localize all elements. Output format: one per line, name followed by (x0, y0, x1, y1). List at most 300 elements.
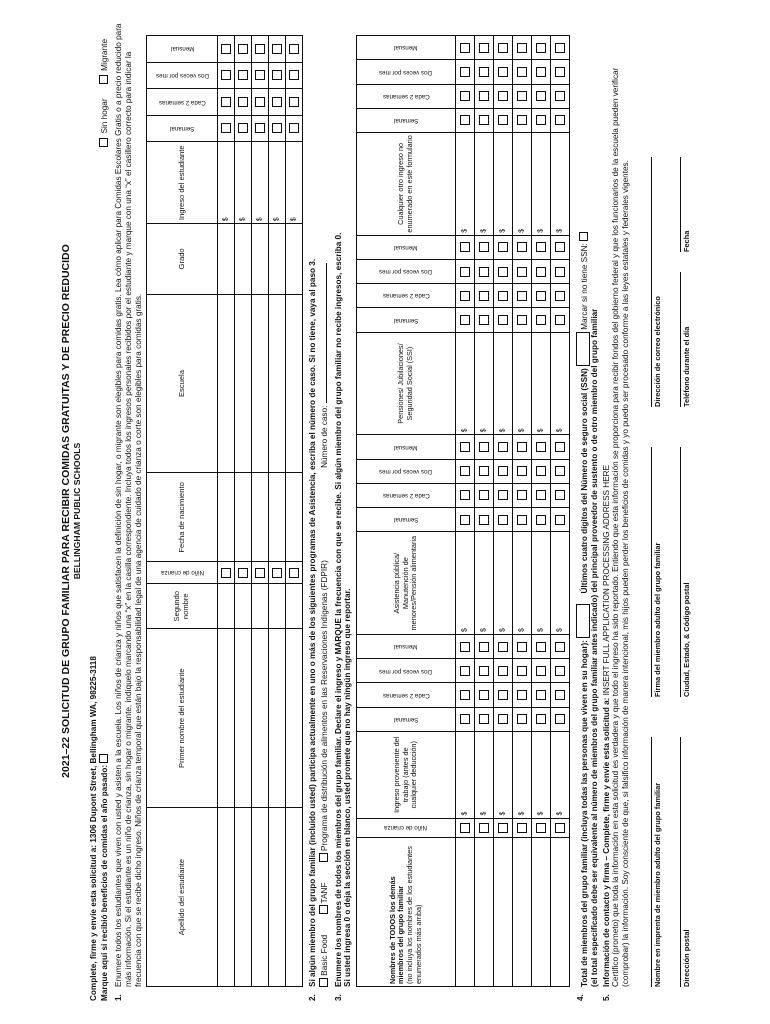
earned-weekly-checkbox[interactable] (498, 714, 508, 724)
earned-monthly-checkbox[interactable] (498, 642, 508, 652)
student-grade-cell[interactable] (218, 224, 235, 294)
earned-twice-month-checkbox[interactable] (555, 666, 565, 676)
earned-biweekly-checkbox[interactable] (517, 690, 527, 700)
earned-biweekly-checkbox[interactable] (498, 690, 508, 700)
earned-weekly-checkbox[interactable] (460, 714, 470, 724)
student-income-cell[interactable] (218, 142, 235, 224)
student-monthly-cell[interactable] (235, 36, 252, 63)
student-last-name-cell[interactable] (252, 808, 269, 987)
student-last-name-cell[interactable] (269, 808, 286, 987)
student-school-cell[interactable] (235, 294, 252, 473)
member-foster-checkbox[interactable] (555, 823, 565, 833)
pensions-weekly-checkbox[interactable] (479, 315, 489, 325)
earned-biweekly-checkbox[interactable] (555, 690, 565, 700)
earned-biweekly-checkbox[interactable] (479, 690, 489, 700)
col-household-names: Nombres de TODOS los demás miembros del grupo familiar (no incluya los nombres de los estudiantes enumerados más arriba) (356, 838, 455, 987)
public-twice-month-checkbox[interactable] (555, 466, 565, 476)
case-number-field[interactable] (326, 263, 327, 403)
daytime-phone-field[interactable]: Teléfono durante el día (680, 272, 692, 407)
student-monthly-cell[interactable] (286, 36, 303, 63)
student-middle-name-cell[interactable] (269, 584, 286, 629)
pensions-weekly-checkbox[interactable] (555, 315, 565, 325)
member-foster-checkbox[interactable] (460, 823, 470, 833)
dollar-sign: $ (499, 811, 507, 816)
col-school: Escuela (147, 294, 218, 473)
student-twice-month-cell[interactable] (252, 62, 269, 89)
household-member-row (455, 36, 474, 987)
public-weekly-checkbox[interactable] (536, 515, 546, 525)
earned-weekly-checkbox[interactable] (479, 714, 489, 724)
student-twice-month-checkbox[interactable] (221, 70, 231, 80)
other-weekly-checkbox[interactable] (460, 115, 470, 125)
student-weekly-checkbox[interactable] (289, 124, 299, 134)
student-income-cell[interactable] (286, 142, 303, 224)
student-monthly-cell[interactable] (252, 36, 269, 63)
student-first-name-cell[interactable] (286, 629, 303, 808)
section-2 (308, 21, 318, 1001)
student-foster-cell[interactable] (286, 562, 303, 584)
student-income-cell[interactable] (252, 142, 269, 224)
certification-text: Certifico (prometo) que toda la información en esta solicitud es verdadera y que todo el ingreso ha sido reportado. Entiendo que esta información se proporciona para recibir fondos del gobierno federal y que los funcionarios de la escuela pueden verificar (comprobar) la información. Soy consciente de que, si falsifico información de manera intencional, mis hijos pueden perder los beneficios de comidas y yo puedo ser procesado conforme a las leyes estatales y federales vigentes. (611, 67, 630, 987)
mailing-address-line: Complete, firme y envíe esta solicitud a: 1306 Dupont Street, Bellingham WA, 98225-3118 (88, 656, 98, 1001)
student-biweekly-checkbox[interactable] (238, 97, 248, 107)
public-amount-cell[interactable] (455, 532, 474, 635)
dollar-sign: $ (461, 811, 469, 816)
ssn-field[interactable] (576, 332, 590, 366)
dollar-sign: $ (518, 228, 526, 233)
pensions-twice-month-checkbox[interactable] (517, 267, 527, 277)
homeless-label: Sin hogar (100, 98, 110, 134)
migrant-checkbox[interactable] (99, 75, 108, 84)
other-twice-month-checkbox[interactable] (536, 67, 546, 77)
other-amount-cell[interactable] (531, 133, 550, 236)
student-monthly-checkbox[interactable] (289, 44, 299, 54)
earned-monthly-checkbox[interactable] (536, 642, 546, 652)
other-biweekly-checkbox[interactable] (536, 91, 546, 101)
dollar-sign: $ (518, 811, 526, 816)
section-5-title: Información de contacto y firma – Complete, firme y envíe esta solicitud a: (601, 697, 611, 987)
other-biweekly-checkbox[interactable] (498, 91, 508, 101)
student-last-name-cell[interactable] (218, 808, 235, 987)
student-biweekly-checkbox[interactable] (289, 97, 299, 107)
student-monthly-checkbox[interactable] (221, 44, 231, 54)
pensions-biweekly-checkbox[interactable] (498, 291, 508, 301)
other-twice-month-checkbox[interactable] (460, 67, 470, 77)
pensions-amount-cell[interactable] (474, 332, 493, 435)
member-name-cell[interactable] (474, 838, 493, 987)
public-biweekly-checkbox[interactable] (498, 490, 508, 500)
earned-monthly-checkbox[interactable] (460, 642, 470, 652)
dollar-sign: $ (222, 217, 230, 222)
member-name-cell[interactable] (531, 838, 550, 987)
student-income-cell[interactable] (269, 142, 286, 224)
student-school-cell[interactable] (252, 294, 269, 473)
public-twice-month-checkbox[interactable] (517, 466, 527, 476)
pensions-biweekly-checkbox[interactable] (536, 291, 546, 301)
student-twice-month-cell[interactable] (218, 62, 235, 89)
student-school-cell[interactable] (286, 294, 303, 473)
other-twice-month-checkbox[interactable] (479, 67, 489, 77)
student-weekly-checkbox[interactable] (255, 124, 265, 134)
earned-amount-cell[interactable] (493, 731, 512, 818)
col-biweekly: Cada 2 semanas (147, 89, 218, 116)
other-monthly-checkbox[interactable] (498, 43, 508, 53)
other-twice-month-checkbox[interactable] (498, 67, 508, 77)
public-amount-cell[interactable] (474, 532, 493, 635)
earned-twice-month-checkbox[interactable] (498, 666, 508, 676)
student-foster-checkbox[interactable] (221, 568, 231, 578)
public-weekly-checkbox[interactable] (460, 515, 470, 525)
pensions-weekly-checkbox[interactable] (498, 315, 508, 325)
student-biweekly-cell[interactable] (269, 89, 286, 116)
processing-address: INSERT FULL APPLICATION PROCESSING ADDRESS HERE (601, 464, 611, 696)
household-member-row (550, 36, 569, 987)
col-monthly: Mensual (147, 36, 218, 63)
dollar-sign: $ (518, 428, 526, 433)
fdpir-checkbox[interactable] (319, 853, 328, 862)
basic-food-checkbox[interactable] (319, 978, 328, 987)
other-weekly-checkbox[interactable] (536, 115, 546, 125)
student-foster-cell[interactable] (269, 562, 286, 584)
student-twice-month-cell[interactable] (286, 62, 303, 89)
earned-twice-month-checkbox[interactable] (517, 666, 527, 676)
public-monthly-checkbox[interactable] (460, 442, 470, 452)
pensions-amount-cell[interactable] (512, 332, 531, 435)
pensions-amount-cell[interactable] (455, 332, 474, 435)
student-weekly-cell[interactable] (235, 115, 252, 142)
col-student-income: Ingreso del estudiante (147, 142, 218, 224)
student-grade-cell[interactable] (252, 224, 269, 294)
dollar-sign: $ (556, 811, 564, 816)
student-weekly-cell[interactable] (218, 115, 235, 142)
household-income-table: Nombres de TODOS los demás miembros del grupo familiar (no incluya los nombres de los estudiantes enumerados más arriba) Niño de crianza Ingreso proveniente del trabajo (antes de cualquier deducción) Semanal Cada 2 semanas Dos veces por mes Mensual Asistencia pública/ Manutención de menores/Pensión alimentaria Semanal Cada 2 semanas Dos veces por mes Mensual Pensiones/ Jubilaciones/ Seguridad Social (SSI) Semanal Cada 2 semanas Dos veces por mes Mensual Cualquier otro ingreso no enumerado en este formulario Semanal Cada 2 semanas Dos veces por mes Mensual $ $ $ $ $ $ $ $ $ $ $ $ $ $ $ $ $ $ $ $ $ $ $ $ (356, 35, 570, 987)
dollar-sign: $ (499, 628, 507, 633)
dollar-sign: $ (273, 217, 281, 222)
student-first-name-cell[interactable] (218, 629, 235, 808)
dollar-sign: $ (537, 228, 545, 233)
pensions-twice-month-checkbox[interactable] (460, 267, 470, 277)
dollar-sign: $ (499, 228, 507, 233)
pensions-monthly-checkbox[interactable] (536, 242, 546, 252)
earned-monthly-checkbox[interactable] (479, 642, 489, 652)
other-weekly-checkbox[interactable] (555, 115, 565, 125)
earned-amount-cell[interactable] (512, 731, 531, 818)
household-member-row (531, 36, 550, 987)
postal-address-field[interactable]: Dirección postal (680, 737, 692, 987)
public-twice-month-checkbox[interactable] (460, 466, 470, 476)
pensions-amount-cell[interactable] (550, 332, 569, 435)
case-number-label: Número de caso: (319, 405, 329, 468)
other-monthly-checkbox[interactable] (536, 43, 546, 53)
student-twice-month-cell[interactable] (269, 62, 286, 89)
student-weekly-checkbox[interactable] (238, 124, 248, 134)
other-weekly-checkbox[interactable] (479, 115, 489, 125)
other-amount-cell[interactable] (512, 133, 531, 236)
student-foster-checkbox[interactable] (289, 568, 299, 578)
fdpir-label: Programa de distribución de alimentos en las Reservaciones Indígenas (FDPIR) (319, 560, 329, 851)
public-weekly-checkbox[interactable] (555, 515, 565, 525)
application-form (58, 21, 758, 1001)
student-foster-cell[interactable] (235, 562, 252, 584)
print-name-field[interactable]: Nombre en imprenta de miembro adulto del grupo familiar (651, 737, 663, 987)
pensions-monthly-checkbox[interactable] (460, 242, 470, 252)
col-dob: Fecha de nacimiento (147, 473, 218, 562)
student-monthly-checkbox[interactable] (255, 44, 265, 54)
student-weekly-cell[interactable] (286, 115, 303, 142)
section-3 (334, 21, 353, 1001)
pensions-weekly-checkbox[interactable] (517, 315, 527, 325)
member-foster-checkbox[interactable] (517, 823, 527, 833)
student-foster-cell[interactable] (252, 562, 269, 584)
public-biweekly-checkbox[interactable] (517, 490, 527, 500)
public-biweekly-checkbox[interactable] (536, 490, 546, 500)
student-grade-cell[interactable] (235, 224, 252, 294)
pensions-biweekly-checkbox[interactable] (460, 291, 470, 301)
earned-twice-month-checkbox[interactable] (536, 666, 546, 676)
student-weekly-cell[interactable] (269, 115, 286, 142)
other-monthly-checkbox[interactable] (517, 43, 527, 53)
section-3-promise: Si usted ingresa 0 o deja la sección en blanco, usted promete que no hay ningún ingreso que reportar. (343, 588, 353, 987)
household-total-field[interactable] (576, 604, 590, 638)
dollar-sign: $ (480, 228, 488, 233)
public-weekly-checkbox[interactable] (479, 515, 489, 525)
student-foster-checkbox[interactable] (272, 568, 282, 578)
earned-biweekly-checkbox[interactable] (536, 690, 546, 700)
other-monthly-checkbox[interactable] (460, 43, 470, 53)
date-field[interactable]: Fecha (680, 157, 692, 252)
student-first-name-cell[interactable] (235, 629, 252, 808)
pensions-monthly-checkbox[interactable] (517, 242, 527, 252)
section-2-number: 2. (308, 994, 318, 1001)
student-twice-month-cell[interactable] (235, 62, 252, 89)
student-twice-month-checkbox[interactable] (289, 70, 299, 80)
col-middle-name: Segundo nombre (147, 584, 218, 629)
public-weekly-checkbox[interactable] (517, 515, 527, 525)
section-1 (114, 21, 143, 1001)
public-twice-month-checkbox[interactable] (536, 466, 546, 476)
student-monthly-checkbox[interactable] (272, 44, 282, 54)
student-row (286, 36, 303, 987)
public-amount-cell[interactable] (550, 532, 569, 635)
district-name: BELLINGHAM PUBLIC SCHOOLS (72, 442, 83, 580)
pensions-twice-month-checkbox[interactable] (555, 267, 565, 277)
student-dob-cell[interactable] (286, 473, 303, 562)
member-foster-checkbox[interactable] (479, 823, 489, 833)
student-first-name-cell[interactable] (269, 629, 286, 808)
other-biweekly-checkbox[interactable] (460, 91, 470, 101)
public-monthly-checkbox[interactable] (555, 442, 565, 452)
section-2-instructions: Si algún miembro del grupo familiar (incluido usted) participa actualmente en uno o más de los siguientes programas de Asistencia, escriba el número de caso. Si no tiene, vaya al paso 3. (308, 258, 318, 987)
member-foster-checkbox[interactable] (498, 823, 508, 833)
pensions-biweekly-checkbox[interactable] (479, 291, 489, 301)
student-biweekly-cell[interactable] (235, 89, 252, 116)
student-foster-checkbox[interactable] (255, 568, 265, 578)
email-field[interactable]: Dirección de correo electrónico (651, 157, 663, 407)
pensions-twice-month-checkbox[interactable] (536, 267, 546, 277)
homeless-checkbox[interactable] (99, 138, 108, 147)
col-twice-month: Dos veces por mes (147, 62, 218, 89)
basic-food-label: Basic Food (319, 934, 329, 976)
students-table (146, 35, 303, 987)
student-dob-cell[interactable] (269, 473, 286, 562)
other-amount-cell[interactable] (550, 133, 569, 236)
student-last-name-cell[interactable] (286, 808, 303, 987)
pensions-amount-cell[interactable] (531, 332, 550, 435)
earned-twice-month-checkbox[interactable] (479, 666, 489, 676)
earned-amount-cell[interactable] (531, 731, 550, 818)
dollar-sign: $ (461, 228, 469, 233)
other-monthly-checkbox[interactable] (479, 43, 489, 53)
earned-monthly-checkbox[interactable] (517, 642, 527, 652)
public-biweekly-checkbox[interactable] (479, 490, 489, 500)
prior-benefits-checkbox[interactable] (99, 754, 108, 763)
section-5 (602, 21, 631, 1001)
other-amount-cell[interactable] (455, 133, 474, 236)
migrant-label: Migrante (100, 39, 110, 71)
pensions-amount-cell[interactable] (493, 332, 512, 435)
no-ssn-label: Marcar si no tiene SSN: (579, 243, 589, 330)
earned-amount-cell[interactable] (474, 731, 493, 818)
earned-weekly-checkbox[interactable] (517, 714, 527, 724)
other-weekly-checkbox[interactable] (498, 115, 508, 125)
student-monthly-cell[interactable] (218, 36, 235, 63)
student-last-name-cell[interactable] (235, 808, 252, 987)
dollar-sign: $ (537, 428, 545, 433)
public-monthly-checkbox[interactable] (479, 442, 489, 452)
household-member-row (474, 36, 493, 987)
earned-monthly-checkbox[interactable] (555, 642, 565, 652)
student-twice-month-checkbox[interactable] (238, 70, 248, 80)
section-4-note: (el total especificado debe ser equivalente al número de miembros del grupo familiar antes indicado) del principal proveedor de sustento o de otro miembro del grupo familiar (589, 308, 599, 987)
earned-biweekly-checkbox[interactable] (460, 690, 470, 700)
pensions-weekly-checkbox[interactable] (536, 315, 546, 325)
student-grade-cell[interactable] (286, 224, 303, 294)
student-biweekly-checkbox[interactable] (272, 97, 282, 107)
public-amount-cell[interactable] (493, 532, 512, 635)
student-weekly-checkbox[interactable] (221, 124, 231, 134)
student-middle-name-cell[interactable] (235, 584, 252, 629)
public-monthly-checkbox[interactable] (498, 442, 508, 452)
prior-benefits-label: Marque aquí si recibió beneficios de comidas el año pasado: (100, 764, 110, 1001)
other-twice-month-checkbox[interactable] (555, 67, 565, 77)
other-twice-month-checkbox[interactable] (517, 67, 527, 77)
other-monthly-checkbox[interactable] (555, 43, 565, 53)
student-twice-month-checkbox[interactable] (272, 70, 282, 80)
tanf-checkbox[interactable] (319, 905, 328, 914)
student-school-cell[interactable] (218, 294, 235, 473)
student-grade-cell[interactable] (269, 224, 286, 294)
public-biweekly-checkbox[interactable] (460, 490, 470, 500)
dollar-sign: $ (239, 217, 247, 222)
student-foster-cell[interactable] (218, 562, 235, 584)
earned-weekly-checkbox[interactable] (536, 714, 546, 724)
public-monthly-checkbox[interactable] (517, 442, 527, 452)
student-monthly-cell[interactable] (269, 36, 286, 63)
student-biweekly-cell[interactable] (252, 89, 269, 116)
student-biweekly-checkbox[interactable] (255, 97, 265, 107)
student-biweekly-cell[interactable] (286, 89, 303, 116)
public-monthly-checkbox[interactable] (536, 442, 546, 452)
dollar-sign: $ (480, 628, 488, 633)
public-twice-month-checkbox[interactable] (498, 466, 508, 476)
other-biweekly-checkbox[interactable] (555, 91, 565, 101)
student-biweekly-checkbox[interactable] (221, 97, 231, 107)
pensions-twice-month-checkbox[interactable] (498, 267, 508, 277)
section-4 (576, 21, 600, 1001)
section-5-number: 5. (601, 994, 611, 1001)
member-name-cell[interactable] (550, 838, 569, 987)
pensions-weekly-checkbox[interactable] (460, 315, 470, 325)
member-name-cell[interactable] (512, 838, 531, 987)
student-income-cell[interactable] (235, 142, 252, 224)
pensions-twice-month-checkbox[interactable] (479, 267, 489, 277)
other-biweekly-checkbox[interactable] (517, 91, 527, 101)
household-total-label: Total de miembros del grupo familiar (incluya todas las personas que viven en su hogar): (579, 640, 589, 987)
earned-amount-cell[interactable] (550, 731, 569, 818)
student-dob-cell[interactable] (218, 473, 235, 562)
public-twice-month-checkbox[interactable] (479, 466, 489, 476)
pensions-monthly-checkbox[interactable] (555, 242, 565, 252)
public-weekly-checkbox[interactable] (498, 515, 508, 525)
earned-weekly-checkbox[interactable] (555, 714, 565, 724)
member-name-cell[interactable] (455, 838, 474, 987)
other-biweekly-checkbox[interactable] (479, 91, 489, 101)
student-weekly-cell[interactable] (252, 115, 269, 142)
public-amount-cell[interactable] (512, 532, 531, 635)
student-twice-month-checkbox[interactable] (255, 70, 265, 80)
dollar-sign: $ (556, 428, 564, 433)
section-3-number: 3. (333, 994, 343, 1001)
student-row (252, 36, 269, 987)
pensions-biweekly-checkbox[interactable] (517, 291, 527, 301)
student-foster-checkbox[interactable] (238, 568, 248, 578)
student-dob-cell[interactable] (235, 473, 252, 562)
pensions-monthly-checkbox[interactable] (479, 242, 489, 252)
other-weekly-checkbox[interactable] (517, 115, 527, 125)
public-biweekly-checkbox[interactable] (555, 490, 565, 500)
pensions-monthly-checkbox[interactable] (498, 242, 508, 252)
no-ssn-checkbox[interactable] (579, 232, 588, 241)
col-weekly: Semanal (147, 115, 218, 142)
household-member-row (512, 36, 531, 987)
signature-field[interactable]: Firma del miembro adulto del grupo familiar (651, 447, 663, 697)
student-middle-name-cell[interactable] (252, 584, 269, 629)
form-title: 2021–22 SOLICITUD DE GRUPO FAMILIAR PARA RECIBIR COMIDAS GRATUITAS Y DE PRECIO REDUCIDO (60, 244, 72, 778)
col-household-foster: Niño de crianza (356, 818, 455, 838)
section-1-instructions: Enumere todos los estudiantes que viven con usted y asisten a la escuela. Los niños de crianza y niños que satisfacen la definición de sin hogar, o migrante son elegibles para comidas gratis. Lea cómo aplicar para Comidas Escolares Gratis o a precio reducido para más información. Si el estudiante es un niño de crianza, sin hogar o migrante, indíquelo marcando una “x” en la casilla correspondiente. Incluya todos los ingresos personales recibidos por el estudiante y marque con una “x” el casillero correcto para indicar la frecuencia con que se recibe dicho ingreso. Niños de crianza temporal que están bajo la responsabilidad legal de una agencia de cuidado de crianza o corte son elegibles para comidas gratis. (114, 23, 143, 987)
household-member-row (493, 36, 512, 987)
other-amount-cell[interactable] (493, 133, 512, 236)
earned-twice-month-checkbox[interactable] (460, 666, 470, 676)
section-1-number: 1. (114, 994, 124, 1001)
other-amount-cell[interactable] (474, 133, 493, 236)
city-state-zip-field[interactable]: Ciudad, Estado, & Código postal (680, 447, 692, 697)
student-school-cell[interactable] (269, 294, 286, 473)
member-foster-checkbox[interactable] (536, 823, 546, 833)
public-amount-cell[interactable] (531, 532, 550, 635)
member-name-cell[interactable] (493, 838, 512, 987)
student-biweekly-cell[interactable] (218, 89, 235, 116)
student-monthly-checkbox[interactable] (238, 44, 248, 54)
student-row (235, 36, 252, 987)
student-dob-cell[interactable] (252, 473, 269, 562)
earned-amount-cell[interactable] (455, 731, 474, 818)
student-middle-name-cell[interactable] (286, 584, 303, 629)
student-weekly-checkbox[interactable] (272, 124, 282, 134)
student-middle-name-cell[interactable] (218, 584, 235, 629)
student-first-name-cell[interactable] (252, 629, 269, 808)
pensions-biweekly-checkbox[interactable] (555, 291, 565, 301)
